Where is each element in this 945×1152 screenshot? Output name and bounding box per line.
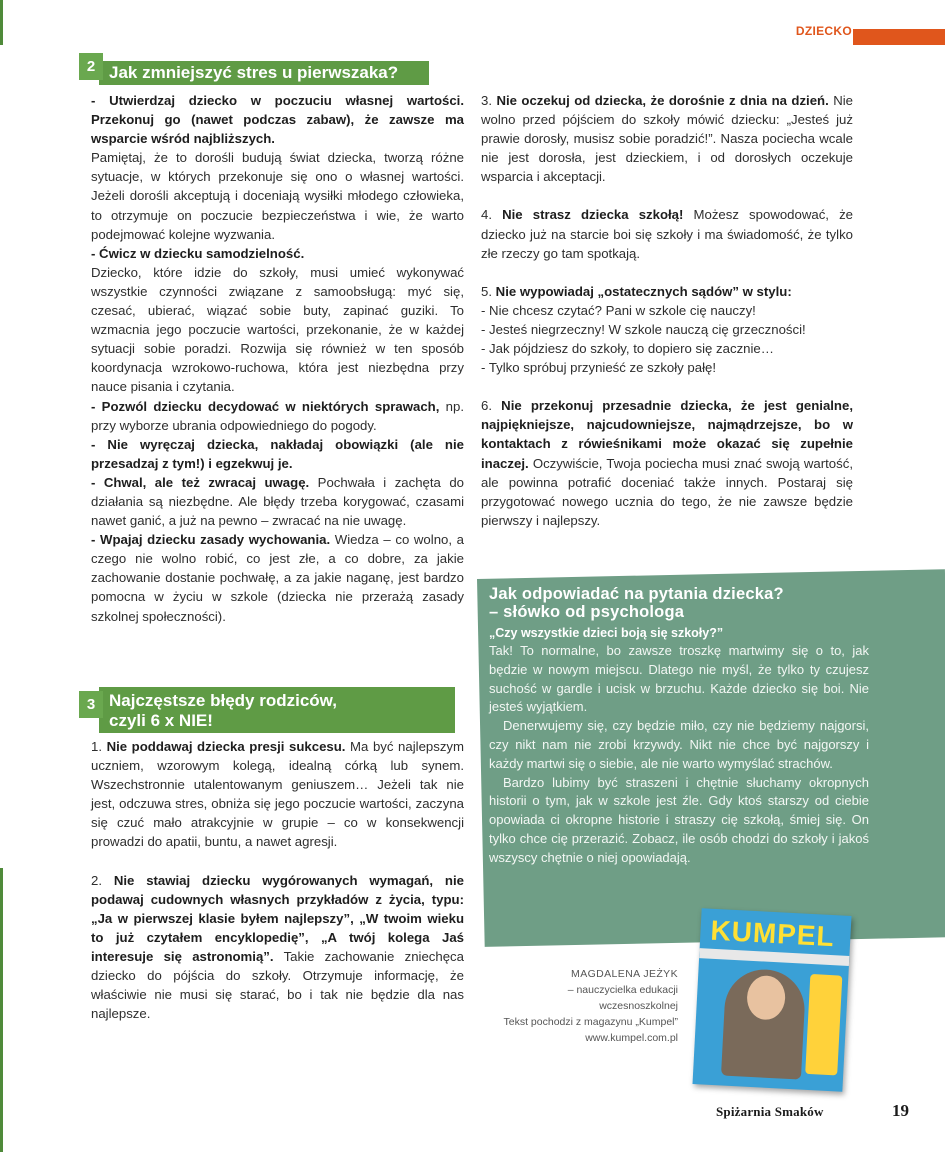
section3-title-line2: czyli 6 x NIE! <box>109 711 213 730</box>
psychologist-title-line2: – słówko od psychologa <box>489 603 685 621</box>
author-role-line1: – nauczycielka edukacji <box>567 984 678 996</box>
s3-item-5-line-1: - Jesteś niegrzeczny! W szkole nauczą cię grzeczności! <box>481 321 806 337</box>
section3-right-body <box>481 91 853 530</box>
s3-item-1-text: Ma być najlepszym uczniem, wzorowym kolegą, idealną córką lub synem. Wszechstronnie utalentowanym geniuszem… Jeżeli tak nie jest, odczuwa stres, obniża się jego poczucie wartości, zaczyna się czuć mało atrakcyjnie w grupie – co w konsekwencji prowadzi do apatii, buntu, a nawet agresji. <box>91 739 464 850</box>
s3-item-3-prefix: 3. <box>481 93 497 108</box>
s2-text-1: Pamiętaj, że to dorośli budują świat dziecka, tworzą różne sytuacje, w których przekonuje się ono o własnej wartości. Jeżeli dorośli akceptują i doceniają wysiłki młodego człowieka, to otrzymuje on poczucie bezpieczeństwa i wie, że warto podejmować kolejne wyzwania. <box>91 150 464 242</box>
s2-paragraph-6 <box>91 473 464 530</box>
section3-title <box>99 687 455 733</box>
psychologist-title-line1: Jak odpowiadać na pytania dziecka? <box>489 585 784 603</box>
source-url: www.kumpel.com.pl <box>585 1032 678 1044</box>
section3-title-line1: Najczęstsze błędy rodziców, <box>109 691 337 710</box>
s3-item-6 <box>481 396 853 530</box>
s3-item-2-bold: Nie stawiaj dziecku wygórowanych wymagań, nie podawaj cudownych własnych przykładów z życia, typu: „Ja w pierwszej klasie byłem najlepszy”, „W twoim wieku to już czytałem encyklopedię”, „A twój kolega Jaś interesuje się astronomią”. <box>91 872 464 964</box>
s2-paragraph-5 <box>91 435 464 473</box>
s3-item-5-line-3: - Tylko spróbuj przynieść ze szkoły pałę! <box>481 360 717 376</box>
s2-bold-5: - Nie wyręczaj dziecka, nakładaj obowiązki (ale nie przesadzaj z tym!) i egzekwuj je. <box>91 436 464 471</box>
section2-number: 2 <box>79 53 103 80</box>
s2-paragraph-0 <box>91 91 464 148</box>
s2-paragraph-4 <box>91 397 464 435</box>
psychologist-paragraph-1: Denerwujemy się, czy będzie miło, czy nie będziemy najgorsi, czy nikt nam nie zrobi krzywdy. Nikt nie chce być najgorszy i każdy martwi się o siebie, ale nie warto wymyślać strachów. <box>489 718 869 771</box>
s3-item-5-bold: Nie wypowiadaj „ostatecznych sądów” w stylu: <box>495 283 792 299</box>
magazine-logo: KUMPEL <box>709 914 836 953</box>
psychologist-paragraph-2: Bardzo lubimy być straszeni i chętnie słuchamy okropnych historii o tym, jak w szkole jest źle. Gdy ktoś starszy od ciebie opowiada ci okropne historie i straszy cię szkołą, śmiej się. On tylko chce cię przerazić. Zobacz, ile osób chodzi do szkoły i jakoś wszyscy chętnie o niej opowiadają. <box>489 774 869 865</box>
author-name: MAGDALENA JEŻYK <box>571 968 678 980</box>
s3-item-5-line-2: - Jak pójdziesz do szkoły, to dopiero się zacznie… <box>481 341 774 357</box>
s3-item-2 <box>91 871 464 1024</box>
section-label: DZIECKO <box>795 24 852 38</box>
s2-text-3: Dziecko, które idzie do szkoły, musi umieć wykonywać wszystkie czynności związane z samoobsługą: myć się, czesać, ubierać, wiązać sobie buty, zapinać guziki. To wzmacnia jego poczucie wartości, przekonanie, że w każdej sytuacji sobie poradzi. Rozwija się również w ten sposób koordynacja wzrokowo-ruchowa, która jest niezbędna przy nauce pisania i czytania. <box>91 264 464 395</box>
author-credit <box>470 966 678 1046</box>
section2-heading <box>79 53 429 85</box>
s2-paragraph-2 <box>91 244 464 263</box>
footer-brand: Spiżarnia Smaków <box>716 1104 824 1119</box>
s2-text-4: np. przy wyborze ubrania odpowiedniego do pogody. <box>91 398 464 433</box>
s3-item-6-bold: Nie przekonuj przesadnie dziecka, że jest genialne, najpiękniejsze, najcudowniejsze, najmądrzejsze, bo w kontaktach z rówieśnikami może okazać się zupełnie inaczej. <box>481 398 853 471</box>
left-edge-bar-bottom <box>0 868 3 1152</box>
s2-text-7: Wiedza – co wolno, a czego nie wolno robić, co jest złe, a co dobre, za jakie zachowanie dostanie pochwałę, a za jakie naganę, jest bardzo pomocna w życiu w szkole (dziecka nie przerażą zasady szkolnej społeczności). <box>91 532 464 624</box>
s2-text-6: Pochwała i zachęta do działania są niezbędne. Ale błędy trzeba korygować, czasami nawet ganić, a już na pewno – zwracać na nie uwagę. <box>91 474 465 529</box>
s3-item-4-text: Możesz spowodować, że dziecko już na starcie boi się szkoły i ma świadomość, że tylko złe rzeczy go tam spotkają. <box>481 207 853 261</box>
s2-paragraph-7 <box>91 530 464 625</box>
left-edge-bar-top <box>0 0 3 45</box>
s3-item-4-bold: Nie strasz dziecka szkołą! <box>502 207 684 223</box>
s3-item-1-bold: Nie poddawaj dziecka presji sukcesu. <box>106 739 346 754</box>
s2-bold-2: - Ćwicz w dziecku samodzielność. <box>91 245 305 261</box>
magazine-side-panel <box>805 974 842 1076</box>
psychologist-text <box>489 642 869 868</box>
s2-bold-4: - Pozwól dziecku decydować w niektórych sprawach, <box>91 398 440 414</box>
s3-item-2-prefix: 2. <box>91 872 114 888</box>
s2-bold-0: - Utwierdzaj dziecko w poczuciu własnej wartości. Przekonuj go (nawet podczas zabaw), że zawsze ma wsparcie wśród najbliższych. <box>91 93 464 147</box>
section2-body <box>91 91 464 626</box>
s3-item-1 <box>91 737 464 852</box>
s3-item-4-prefix: 4. <box>481 207 503 223</box>
s2-paragraph-3 <box>91 263 464 397</box>
s3-item-5 <box>481 282 853 301</box>
s3-item-5-prefix: 5. <box>481 283 496 299</box>
magazine-cover-image <box>692 908 851 1092</box>
s3-item-6-text: Oczywiście, Twoja pociecha musi znać swoją wartość, ale powinna potrafić doceniać także innych. Postaraj się przygotować nowego ucznia do tego, że nie zawsze będzie pierwszy i najlepszy. <box>481 455 853 528</box>
psychologist-box <box>489 585 869 868</box>
s3-item-3-bold: Nie oczekuj od dziecka, że dorośnie z dnia na dzień. <box>496 93 829 108</box>
page-number: 19 <box>892 1101 909 1120</box>
s2-bold-7: - Wpajaj dziecku zasady wychowania. <box>91 532 331 548</box>
source-note: Tekst pochodzi z magazynu „Kumpel” <box>503 1016 678 1028</box>
s3-item-3-text: Nie wolno przed pójściem do szkoły mówić dziecku: „Jesteś już prawie dorosły, musisz sobie poradzić!”. Nasza pociecha wcale nie jest dorosła, jest dzieckiem, i od dorosłych oczekuje wsparcia i akceptacji. <box>481 93 853 185</box>
psychologist-question: „Czy wszystkie dzieci boją się szkoły?” <box>489 626 724 640</box>
section-color-bar <box>853 29 945 45</box>
s3-item-6-prefix: 6. <box>481 398 502 414</box>
s3-item-2-text: Takie zachowanie zniechęca dziecko do pójścia do szkoły. Otrzymuje informację, że właściwie nie musi się starać, bo i tak nie będzie dla nas najlepsze. <box>91 948 464 1022</box>
section2-title: Jak zmniejszyć stres u pierwszaka? <box>99 61 429 85</box>
author-role-line2: wczesnoszkolnej <box>599 1000 678 1012</box>
s3-item-1-prefix: 1. <box>91 739 107 754</box>
section3-left-body <box>91 737 464 1023</box>
s3-item-5-line-0: - Nie chcesz czytać? Pani w szkole cię nauczy! <box>481 302 756 318</box>
section3-number: 3 <box>79 691 103 718</box>
s3-item-3 <box>481 91 853 186</box>
s3-item-4 <box>481 205 853 262</box>
section3-heading <box>79 687 455 733</box>
s2-bold-6: - Chwal, ale też zwracaj uwagę. <box>91 474 310 490</box>
s2-paragraph-1 <box>91 148 464 243</box>
psychologist-paragraph-0: Tak! To normalne, bo zawsze troszkę martwimy się o to, jak będzie w nowym miejscu. Dlatego nie myśl, że tylko ty czujesz suchość w gardle i ucisk w brzuchu. Każde dziecko się boi. Nie jesteś wyjątkiem. <box>489 643 869 715</box>
